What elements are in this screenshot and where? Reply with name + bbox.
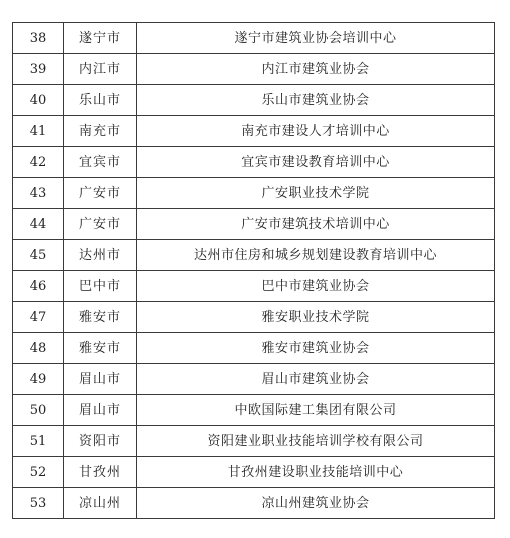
organization-cell: 宜宾市建设教育培训中心 xyxy=(137,147,495,178)
table-row xyxy=(13,426,495,457)
city-cell: 乐山市 xyxy=(64,85,137,116)
organization-cell: 广安市建筑技术培训中心 xyxy=(137,209,495,240)
table-row xyxy=(13,147,495,178)
table-row xyxy=(13,178,495,209)
table-body xyxy=(13,23,495,519)
table-row xyxy=(13,333,495,364)
organization-cell: 甘孜州建设职业技能培训中心 xyxy=(137,457,495,488)
row-number-cell: 49 xyxy=(13,364,64,395)
city-cell: 巴中市 xyxy=(64,271,137,302)
organization-cell: 雅安市建筑业协会 xyxy=(137,333,495,364)
city-cell: 眉山市 xyxy=(64,395,137,426)
organization-cell: 雅安职业技术学院 xyxy=(137,302,495,333)
organization-cell: 广安职业技术学院 xyxy=(137,178,495,209)
city-cell: 遂宁市 xyxy=(64,23,137,54)
organization-cell: 南充市建设人才培训中心 xyxy=(137,116,495,147)
table-row xyxy=(13,302,495,333)
row-number-cell: 44 xyxy=(13,209,64,240)
row-number-cell: 43 xyxy=(13,178,64,209)
row-number-cell: 52 xyxy=(13,457,64,488)
row-number-cell: 40 xyxy=(13,85,64,116)
table-row xyxy=(13,240,495,271)
row-number-cell: 41 xyxy=(13,116,64,147)
organization-cell: 乐山市建筑业协会 xyxy=(137,85,495,116)
training-institutions-table xyxy=(12,22,495,519)
city-cell: 宜宾市 xyxy=(64,147,137,178)
row-number-cell: 39 xyxy=(13,54,64,85)
table-row xyxy=(13,395,495,426)
table-row xyxy=(13,85,495,116)
city-cell: 南充市 xyxy=(64,116,137,147)
city-cell: 雅安市 xyxy=(64,333,137,364)
organization-cell: 凉山州建筑业协会 xyxy=(137,488,495,519)
organization-cell: 巴中市建筑业协会 xyxy=(137,271,495,302)
city-cell: 广安市 xyxy=(64,178,137,209)
table-row xyxy=(13,54,495,85)
organization-cell: 遂宁市建筑业协会培训中心 xyxy=(137,23,495,54)
organization-cell: 资阳建业职业技能培训学校有限公司 xyxy=(137,426,495,457)
city-cell: 眉山市 xyxy=(64,364,137,395)
row-number-cell: 53 xyxy=(13,488,64,519)
row-number-cell: 46 xyxy=(13,271,64,302)
table-row xyxy=(13,23,495,54)
city-cell: 甘孜州 xyxy=(64,457,137,488)
organization-cell: 眉山市建筑业协会 xyxy=(137,364,495,395)
city-cell: 广安市 xyxy=(64,209,137,240)
row-number-cell: 38 xyxy=(13,23,64,54)
table-row xyxy=(13,116,495,147)
organization-cell: 中欧国际建工集团有限公司 xyxy=(137,395,495,426)
city-cell: 内江市 xyxy=(64,54,137,85)
table-row xyxy=(13,364,495,395)
city-cell: 资阳市 xyxy=(64,426,137,457)
organization-cell: 达州市住房和城乡规划建设教育培训中心 xyxy=(137,240,495,271)
row-number-cell: 50 xyxy=(13,395,64,426)
row-number-cell: 51 xyxy=(13,426,64,457)
table-row xyxy=(13,457,495,488)
table-row xyxy=(13,271,495,302)
row-number-cell: 48 xyxy=(13,333,64,364)
organization-cell: 内江市建筑业协会 xyxy=(137,54,495,85)
row-number-cell: 47 xyxy=(13,302,64,333)
table-row xyxy=(13,488,495,519)
row-number-cell: 45 xyxy=(13,240,64,271)
city-cell: 雅安市 xyxy=(64,302,137,333)
table-row xyxy=(13,209,495,240)
city-cell: 凉山州 xyxy=(64,488,137,519)
row-number-cell: 42 xyxy=(13,147,64,178)
city-cell: 达州市 xyxy=(64,240,137,271)
